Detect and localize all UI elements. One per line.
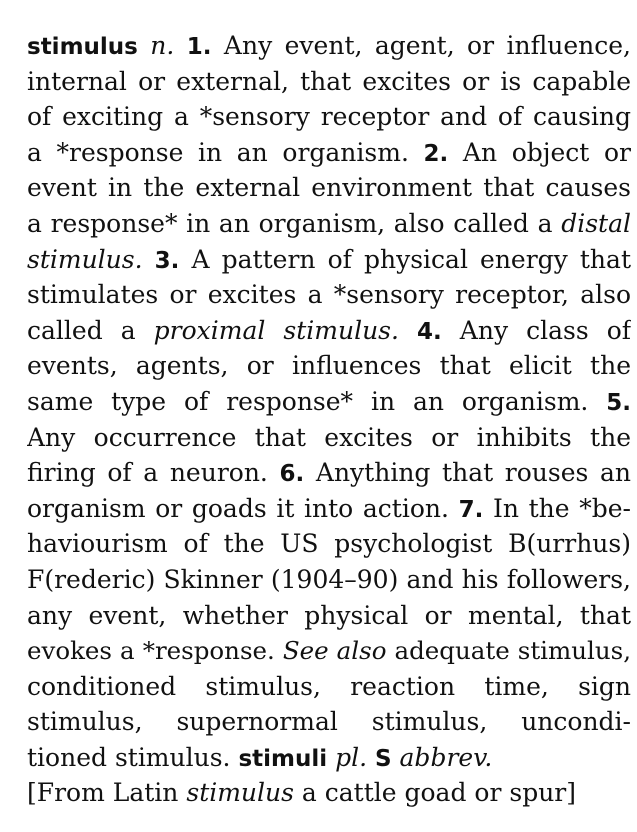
text-run — [143, 245, 155, 274]
text-run: adequate stimulus, — [386, 636, 631, 666]
line — [27, 598, 631, 634]
text-run: F(rederic) Skinner (1904–90) and his followers, — [27, 564, 631, 594]
line — [27, 669, 631, 705]
text-run: called a — [27, 315, 154, 345]
text-run: In the *be- — [483, 493, 631, 523]
text-run: stimulates or excites a *sensory receptor, also — [27, 280, 631, 310]
plural-form: stimuli — [238, 745, 328, 772]
line — [27, 170, 631, 206]
line — [27, 135, 631, 171]
line — [27, 704, 631, 740]
line — [27, 420, 631, 456]
text-run: Any class of — [441, 315, 631, 345]
line — [27, 526, 631, 562]
see-also-label: See also — [282, 636, 387, 666]
sense-number: 7. — [458, 496, 484, 523]
text-run: a response* in an organism, also called a — [27, 208, 562, 238]
text-run: a *response in an organism. — [27, 137, 424, 167]
text-run — [399, 316, 417, 345]
text-run: event in the external environment that causes — [27, 173, 631, 203]
text-run: of exciting a *sensory receptor and of causing — [27, 102, 631, 132]
line — [27, 384, 631, 420]
text-run: same type of response* in an organism. — [27, 386, 607, 416]
line — [27, 491, 631, 527]
text-run — [367, 743, 375, 772]
line — [27, 277, 631, 313]
text-run: An object or — [448, 137, 631, 167]
text-run: Any event, agent, or influence, — [211, 31, 631, 60]
text-run: conditioned stimulus, reaction time, sign — [27, 671, 631, 701]
text-run: any event, whether physical or mental, that — [27, 600, 631, 630]
line — [27, 99, 631, 135]
term-italic: stimulus — [186, 778, 294, 808]
plural-label: pl. — [335, 742, 368, 772]
line — [27, 455, 631, 491]
text-run: evokes a *response. — [27, 636, 283, 666]
text-run: internal or external, that excites or is capable — [27, 66, 631, 96]
text-run — [174, 31, 186, 60]
sense-number: 5. — [606, 389, 631, 416]
sense-number: 2. — [423, 140, 449, 167]
abbreviation: S — [375, 745, 392, 772]
text-run: tioned stimulus. — [27, 742, 239, 772]
line — [27, 313, 631, 349]
line — [27, 28, 631, 64]
text-run: organism or goads it into action. — [27, 493, 459, 523]
text-run — [327, 743, 335, 772]
headword: stimulus — [27, 34, 138, 60]
text-run: Anything that rouses an — [304, 458, 631, 488]
part-of-speech: n. — [150, 31, 175, 60]
text-run: [From Latin — [27, 778, 187, 808]
line — [27, 64, 631, 100]
text-run: A pattern of physical energy that — [179, 244, 631, 274]
term-italic: distal — [561, 208, 631, 238]
text-run: Any occurrence that excites or inhibits the — [27, 422, 631, 452]
term-italic: proximal stimulus. — [153, 315, 399, 345]
sense-number: 4. — [417, 318, 442, 345]
text-run: a cattle goad or spur] — [293, 778, 576, 808]
text-run — [138, 31, 150, 60]
text-run: events, agents, or influences that elicit the — [27, 351, 631, 381]
etymology-line — [27, 775, 631, 811]
line — [27, 740, 631, 776]
term-italic: stimulus. — [27, 244, 143, 274]
text-run — [392, 743, 400, 772]
sense-number: 1. — [186, 34, 212, 60]
text-run: firing of a neuron. — [27, 458, 280, 488]
line — [27, 633, 631, 669]
line — [27, 206, 631, 242]
line — [27, 242, 631, 278]
line — [27, 348, 631, 384]
sense-number: 6. — [279, 461, 305, 488]
sense-number: 3. — [154, 247, 180, 274]
text-run: stimulus, supernormal stimulus, uncondi- — [27, 707, 631, 737]
abbrev-label: abbrev. — [399, 742, 493, 772]
text-run: haviourism of the US psychologist B(urrhus) — [27, 529, 631, 559]
line — [27, 562, 631, 598]
